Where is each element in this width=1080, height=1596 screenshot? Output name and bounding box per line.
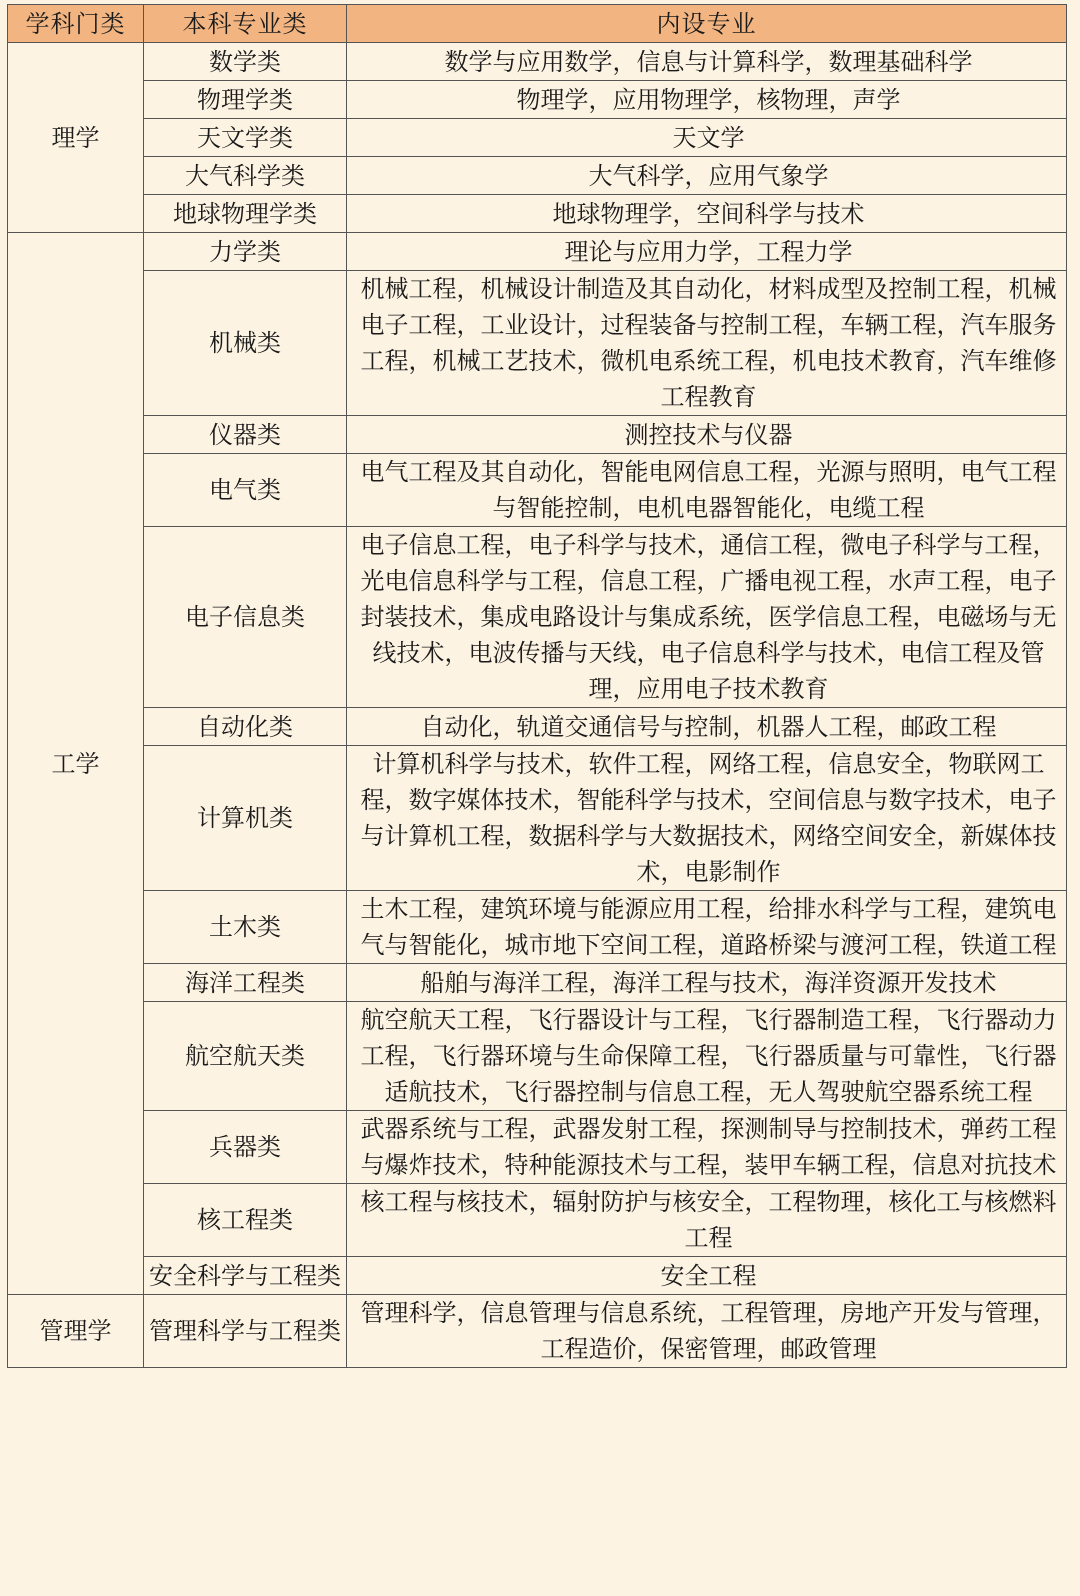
- header-class: 本科专业类: [144, 5, 347, 43]
- majors-cell: 计算机科学与技术，软件工程，网络工程，信息安全，物联网工程，数字媒体技术，智能科学与技术，空间信息与数字技术，电子与计算机工程，数据科学与大数据技术，网络空间安全，新媒体技术，电影制作: [347, 746, 1067, 891]
- discipline-cell: 工学: [8, 233, 144, 1295]
- table-row: [8, 891, 1067, 964]
- majors-cell: 测控技术与仪器: [347, 416, 1067, 454]
- majors-cell: 物理学，应用物理学，核物理，声学: [347, 81, 1067, 119]
- table-row: [8, 527, 1067, 708]
- class-cell: 计算机类: [144, 746, 347, 891]
- majors-cell: 地球物理学，空间科学与技术: [347, 195, 1067, 233]
- majors-cell: 理论与应用力学，工程力学: [347, 233, 1067, 271]
- header-majors: 内设专业: [347, 5, 1067, 43]
- class-cell: 大气科学类: [144, 157, 347, 195]
- table-row: [8, 119, 1067, 157]
- majors-cell: 电气工程及其自动化，智能电网信息工程，光源与照明，电气工程与智能控制，电机电器智能化，电缆工程: [347, 454, 1067, 527]
- majors-cell: 大气科学，应用气象学: [347, 157, 1067, 195]
- class-cell: 海洋工程类: [144, 964, 347, 1002]
- table-row: [8, 195, 1067, 233]
- majors-cell: 自动化，轨道交通信号与控制，机器人工程，邮政工程: [347, 708, 1067, 746]
- table-row: [8, 1295, 1067, 1368]
- majors-cell: 电子信息工程，电子科学与技术，通信工程，微电子科学与工程，光电信息科学与工程，信息工程，广播电视工程，水声工程，电子封装技术，集成电路设计与集成系统，医学信息工程，电磁场与无线技术，电波传播与天线，电子信息科学与技术，电信工程及管理，应用电子技术教育: [347, 527, 1067, 708]
- majors-cell: 安全工程: [347, 1257, 1067, 1295]
- class-cell: 管理科学与工程类: [144, 1295, 347, 1368]
- class-cell: 电气类: [144, 454, 347, 527]
- table-row: [8, 1184, 1067, 1257]
- class-cell: 土木类: [144, 891, 347, 964]
- table-header-row: [8, 5, 1067, 43]
- table-row: [8, 1002, 1067, 1111]
- class-cell: 数学类: [144, 43, 347, 81]
- table-row: [8, 746, 1067, 891]
- table-row: [8, 454, 1067, 527]
- majors-cell: 机械工程，机械设计制造及其自动化，材料成型及控制工程，机械电子工程，工业设计，过程装备与控制工程，车辆工程，汽车服务工程，机械工艺技术，微机电系统工程，机电技术教育，汽车维修工程教育: [347, 271, 1067, 416]
- table-row: [8, 1111, 1067, 1184]
- table-row: [8, 81, 1067, 119]
- class-cell: 力学类: [144, 233, 347, 271]
- table-row: [8, 964, 1067, 1002]
- class-cell: 仪器类: [144, 416, 347, 454]
- majors-cell: 管理科学，信息管理与信息系统，工程管理，房地产开发与管理，工程造价，保密管理，邮政管理: [347, 1295, 1067, 1368]
- majors-cell: 土木工程，建筑环境与能源应用工程，给排水科学与工程，建筑电气与智能化，城市地下空间工程，道路桥梁与渡河工程，铁道工程: [347, 891, 1067, 964]
- discipline-cell: 管理学: [8, 1295, 144, 1368]
- majors-cell: 船舶与海洋工程，海洋工程与技术，海洋资源开发技术: [347, 964, 1067, 1002]
- table-body: [8, 43, 1067, 1368]
- table-row: [8, 157, 1067, 195]
- majors-table: [7, 4, 1067, 1368]
- majors-table-container: [7, 4, 1073, 1368]
- table-row: [8, 416, 1067, 454]
- table-row: [8, 271, 1067, 416]
- class-cell: 地球物理学类: [144, 195, 347, 233]
- class-cell: 核工程类: [144, 1184, 347, 1257]
- majors-cell: 数学与应用数学，信息与计算科学，数理基础科学: [347, 43, 1067, 81]
- class-cell: 安全科学与工程类: [144, 1257, 347, 1295]
- discipline-cell: 理学: [8, 43, 144, 233]
- majors-cell: 核工程与核技术，辐射防护与核安全，工程物理，核化工与核燃料工程: [347, 1184, 1067, 1257]
- table-row: [8, 1257, 1067, 1295]
- table-row: [8, 43, 1067, 81]
- class-cell: 电子信息类: [144, 527, 347, 708]
- class-cell: 天文学类: [144, 119, 347, 157]
- class-cell: 物理学类: [144, 81, 347, 119]
- class-cell: 自动化类: [144, 708, 347, 746]
- class-cell: 兵器类: [144, 1111, 347, 1184]
- majors-cell: 航空航天工程，飞行器设计与工程，飞行器制造工程，飞行器动力工程，飞行器环境与生命保障工程，飞行器质量与可靠性，飞行器适航技术，飞行器控制与信息工程，无人驾驶航空器系统工程: [347, 1002, 1067, 1111]
- table-row: [8, 233, 1067, 271]
- class-cell: 机械类: [144, 271, 347, 416]
- majors-cell: 天文学: [347, 119, 1067, 157]
- table-row: [8, 708, 1067, 746]
- class-cell: 航空航天类: [144, 1002, 347, 1111]
- header-discipline: 学科门类: [8, 5, 144, 43]
- majors-cell: 武器系统与工程，武器发射工程，探测制导与控制技术，弹药工程与爆炸技术，特种能源技术与工程，装甲车辆工程，信息对抗技术: [347, 1111, 1067, 1184]
